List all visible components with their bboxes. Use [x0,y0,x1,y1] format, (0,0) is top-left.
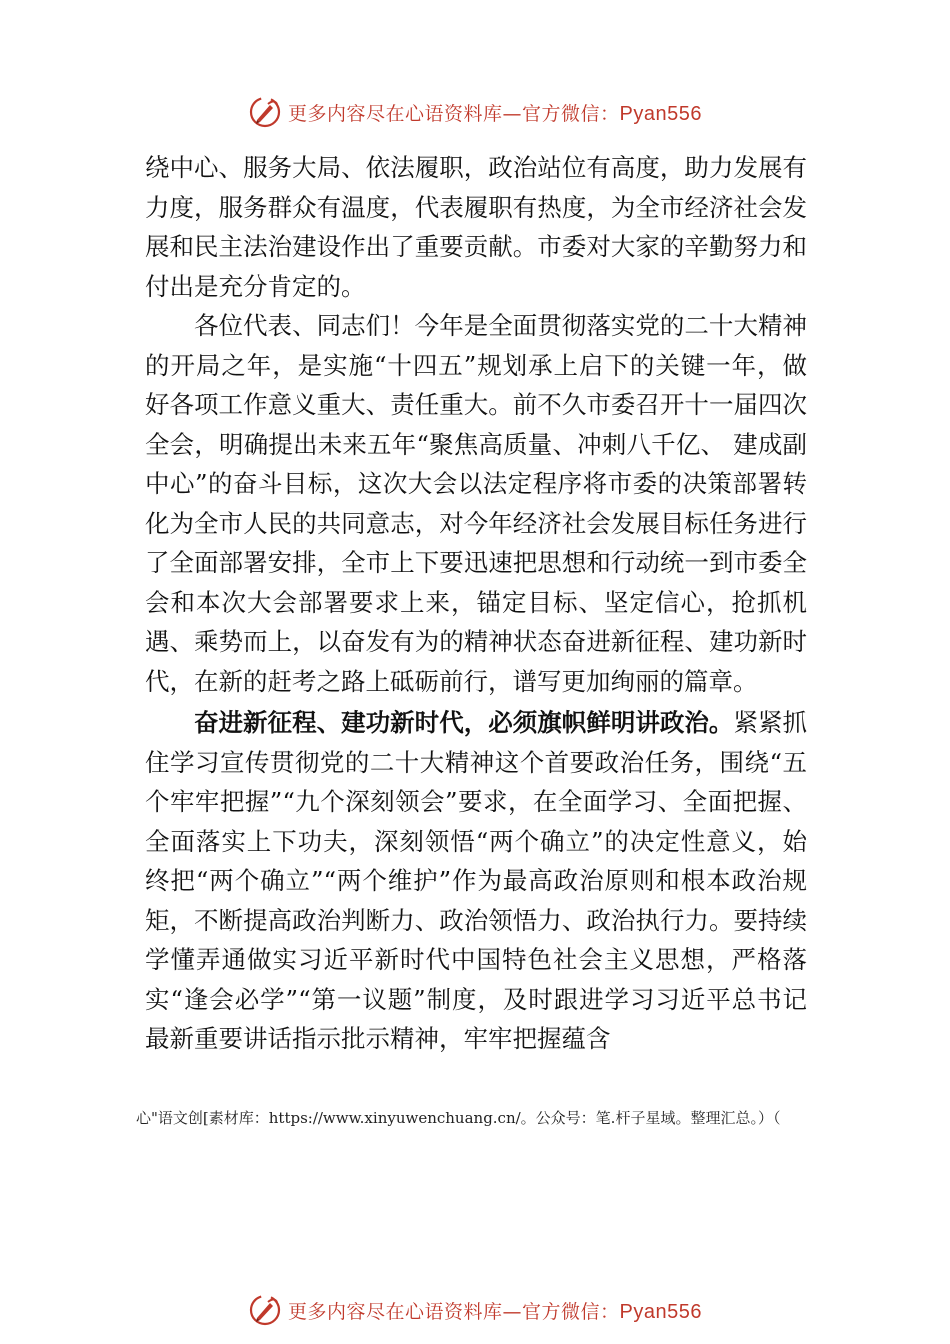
paragraph-3-text: 紧紧抓住学习宣传贯彻党的二十大精神这个首要政治任务，围绕“五个牢牢把握”“九个深刻领会”要求，在全面学习、全面把握、全面落实上下功夫，深刻领悟“两个确立”的决定性意义，始终把“两个确立”“两个维护”作为最高政治原则和根本政治规矩，不断提高政治判断力、政治领悟力、政治执行力。要持续学懂弄通做实习近平新时代中国特色社会主义思想，严格落实“逢会必学”“第一议题”制度，及时跟进学习习近平总书记最新重要讲话指示批示精神，牢牢把握蕴含 [145,708,808,1053]
paragraph-1: 绕中心、服务大局、依法履职，政治站位有高度，助力发展有力度，服务群众有温度，代表履职有热度，为全市经济社会发展和民主法治建设作出了重要贡献。市委对大家的辛勤努力和付出是充分肯定的。 [145,153,807,301]
wechat-handle: Pyan556 [619,102,702,125]
pen-seal-icon [248,1293,282,1327]
footer-banner [0,1290,950,1330]
wechat-handle: Pyan556 [619,1300,702,1323]
paragraph-3-lead: 奋进新征程、建功新时代，必须旗帜鲜明讲政治。 [194,708,734,737]
banner-text: 更多内容尽在心语资料库—官方微信：Pyan556 [288,1300,702,1323]
pen-seal-icon [248,95,282,129]
header-banner [0,92,950,132]
banner-text: 更多内容尽在心语资料库—官方微信：Pyan556 [288,102,702,125]
paragraph-3 [145,703,807,1059]
paragraph-2: 各位代表、同志们！今年是全面贯彻落实党的二十大精神的开局之年，是实施“十四五”规划承上启下的关键一年，做好各项工作意义重大、责任重大。前不久市委召开十一届四次全会，明确提出未来五年“聚焦高质量、冲刺八千亿、 建成副中心”的奋斗目标，这次大会以法定程序将市委的决策部署转化为全市人民的共同意志，对今年经济社会发展目标任务进行了全面部署安排，全市上下要迅速把思想和行动统一到市委全会和本次大会部署要求上来，锚定目标、坚定信心，抢抓机遇、乘势而上，以奋发有为的精神状态奋进新征程、建功新时代，在新的赶考之路上砥砺前行，谱写更加绚丽的篇章。 [145,311,807,696]
source-note: 心"语文创[素材库：https://www.xinyuwenchuang.cn/。公众号：笔.杆子星域。整理汇总。）（ [136,1109,781,1127]
document-body [145,148,807,1059]
